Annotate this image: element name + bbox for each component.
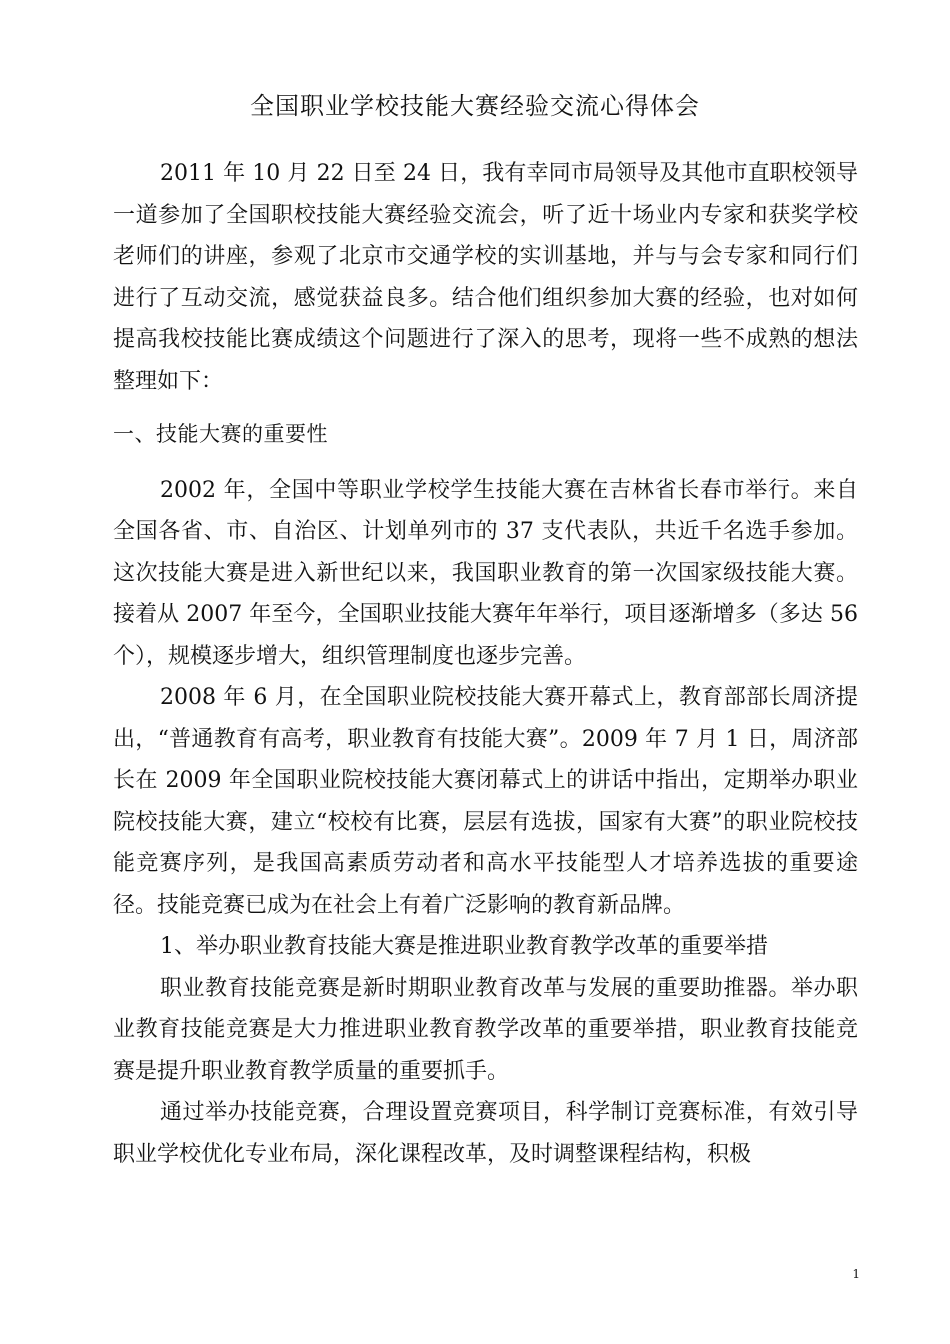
- intro-paragraph: 2011 年 10 月 22 日至 24 日，我有幸同市局领导及其他市直职校领导一道参加了全国职校技能大赛经验交流会，听了近十场业内专家和获奖学校老师们的讲座，参观了北京市交通学校的实训基地，并与与会专家和同行们进行了互动交流，感觉获益良多。结合他们组织参加大赛的经验，也对如何提高我校技能比赛成绩这个问题进行了深入的思考，现将一些不成熟的想法整理如下：: [113, 161, 858, 394]
- page-number: 1: [852, 1267, 860, 1281]
- subsection-heading: 1、举办职业教育技能大赛是推进职业教育教学改革的重要举措: [160, 934, 768, 959]
- document-title: 全国职业学校技能大赛经验交流心得体会: [250, 92, 700, 120]
- reform-paragraph: 职业教育技能竞赛是新时期职业教育改革与发展的重要助推器。举办职业教育技能竞赛是大力推进职业教育教学改革的重要举措，职业教育技能竞赛是提升职业教育教学质量的重要抓手。: [113, 975, 858, 1084]
- history-paragraph: 2002 年，全国中等职业学校学生技能大赛在吉林省长春市举行。来自全国各省、市、自治区、计划单列市的 37 支代表队，共近千名选手参加。这次技能大赛是进入新世纪以来，我国职业教育的第一次国家级技能大赛。接着从 2007 年至今，全国职业技能大赛年年举行，项目逐渐增多（多达 56 个），规模逐步增大，组织管理制度也逐步完善。: [113, 477, 858, 669]
- section-heading: 一、技能大赛的重要性: [113, 422, 328, 446]
- document-body: [113, 153, 858, 1175]
- competition-paragraph: 通过举办技能竞赛，合理设置竞赛项目，科学制订竞赛标准，有效引导职业学校优化专业布局，深化课程改革，及时调整课程结构，积极: [113, 1100, 858, 1167]
- significance-paragraph: 2008 年 6 月，在全国职业院校技能大赛开幕式上，教育部部长周济提出，“普通教育有高考，职业教育有技能大赛”。2009 年 7 月 1 日，周济部长在 2009 年全国职业院校技能大赛闭幕式上的讲话中指出，定期举办职业院校技能大赛，建立“校校有比赛，层层有选拔，国家有大赛”的职业院校技能竞赛序列，是我国高素质劳动者和高水平技能型人才培养选拔的重要途径。技能竞赛已成为在社会上有着广泛影响的教育新品牌。: [113, 685, 858, 918]
